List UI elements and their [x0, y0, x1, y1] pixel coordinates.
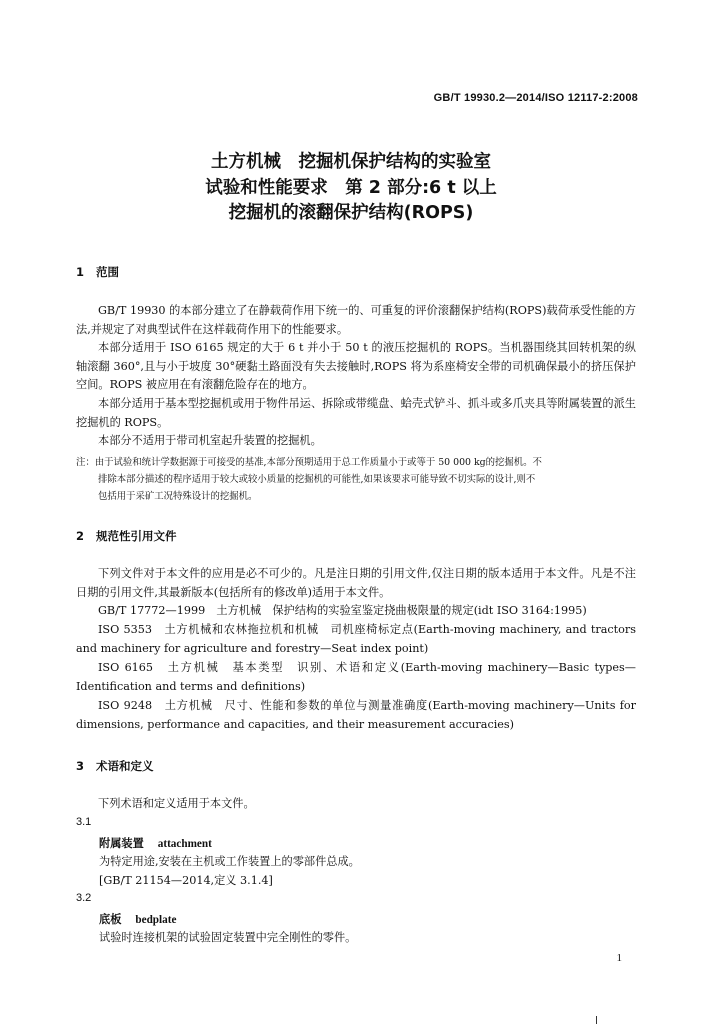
term-definition: 为特定用途,安装在主机或工作装置上的零部件总成。	[99, 855, 360, 868]
term-zh: 底板	[99, 913, 122, 926]
section-number: 2	[76, 529, 85, 543]
paragraph: GB/T 19930 的本部分建立了在静载荷作用下统一的、可重复的评价滚翻保护结构(ROPS)载荷承受性能的方法,并规定了对典型试件在这样载荷作用下的性能要求。	[76, 304, 636, 336]
note-line: 排除本部分描述的程序适用于较大或较小质量的挖掘机的可能性,如果该要求可能导致不切实际的设计,则不	[98, 474, 536, 485]
term-zh: 附属装置	[99, 837, 144, 850]
reference-item: ISO 9248 土方机械 尺寸、性能和参数的单位与测量准确度(Earth-moving machinery—Units for dimensions, performance and capacities, and their measurement accuracies)	[76, 699, 636, 731]
term-source: [GB/T 21154—2014,定义 3.1.4]	[99, 874, 273, 887]
paragraph: 本部分不适用于带司机室起升装置的挖掘机。	[98, 434, 322, 447]
term-number: 3.1	[76, 816, 92, 828]
section-heading-normative-references	[76, 528, 177, 544]
term-heading	[99, 835, 212, 851]
section-title: 规范性引用文件	[96, 529, 177, 543]
paragraph: 本部分适用于 ISO 6165 规定的大于 6 t 并小于 50 t 的液压挖掘机的 ROPS。当机器围绕其回转机架的纵轴滚翻 360°,且与小于坡度 30°硬黏土路面没有失去接触时,ROPS 将为系座椅安全带的司机确保最小的挤压保护空间。ROPS 被应用在有滚翻危险存在的地方。	[76, 341, 636, 392]
reference-item: ISO 5353 土方机械和农林拖拉机和机械 司机座椅标定点(Earth-moving machinery, and tractors and machinery for agriculture and forestry—Seat index point)	[76, 623, 636, 655]
title-line-1: 土方机械 挖掘机保护结构的实验室	[211, 152, 491, 172]
scan-edge-mark	[596, 1016, 597, 1024]
paragraph: 本部分适用于基本型挖掘机或用于物件吊运、拆除或带缆盘、蛤壳式铲斗、抓斗或多爪夹具等附属装置的派生挖掘机的 ROPS。	[76, 397, 636, 429]
section-heading-scope	[76, 264, 119, 280]
section-title: 范围	[96, 265, 119, 279]
section-number: 3	[76, 759, 85, 773]
paragraph: 下列术语和定义适用于本文件。	[98, 797, 255, 810]
title-line-3: 挖掘机的滚翻保护结构(ROPS)	[228, 203, 474, 223]
note-line: 注：由于试验和统计学数据源于可接受的基准,本部分预期适用于总工作质量小于或等于 50 000 kg的挖掘机。不	[76, 457, 542, 468]
title-line-2: 试验和性能要求 第 2 部分:6 t 以上	[205, 177, 497, 198]
term-definition: 试验时连接机架的试验固定装置中完全刚性的零件。	[99, 931, 357, 944]
term-en: attachment	[157, 838, 212, 850]
document-code: GB/T 19930.2—2014/ISO 12117-2:2008	[433, 92, 638, 104]
note	[76, 454, 636, 505]
section-title: 术语和定义	[96, 759, 154, 773]
term-number: 3.2	[76, 892, 92, 904]
note-line: 包括用于采矿工况特殊设计的挖掘机。	[98, 491, 258, 502]
reference-item: ISO 6165 土方机械 基本类型 识别、术语和定义(Earth-moving machinery—Basic types—Identification and terms and definitions)	[76, 661, 636, 693]
paragraph: 下列文件对于本文件的应用是必不可少的。凡是注日期的引用文件,仅注日期的版本适用于本文件。凡是不注日期的引用文件,其最新版本(包括所有的修改单)适用于本文件。	[76, 567, 636, 599]
term-heading	[99, 911, 176, 927]
document-title	[0, 150, 702, 227]
section-number: 1	[76, 265, 85, 279]
page-number: 1	[616, 952, 622, 964]
section-heading-terms-and-definitions	[76, 758, 154, 774]
term-en: bedplate	[135, 914, 177, 926]
reference-item: GB/T 17772—1999 土方机械 保护结构的实验室鉴定挠曲极限量的规定(idt ISO 3164:1995)	[98, 604, 587, 617]
